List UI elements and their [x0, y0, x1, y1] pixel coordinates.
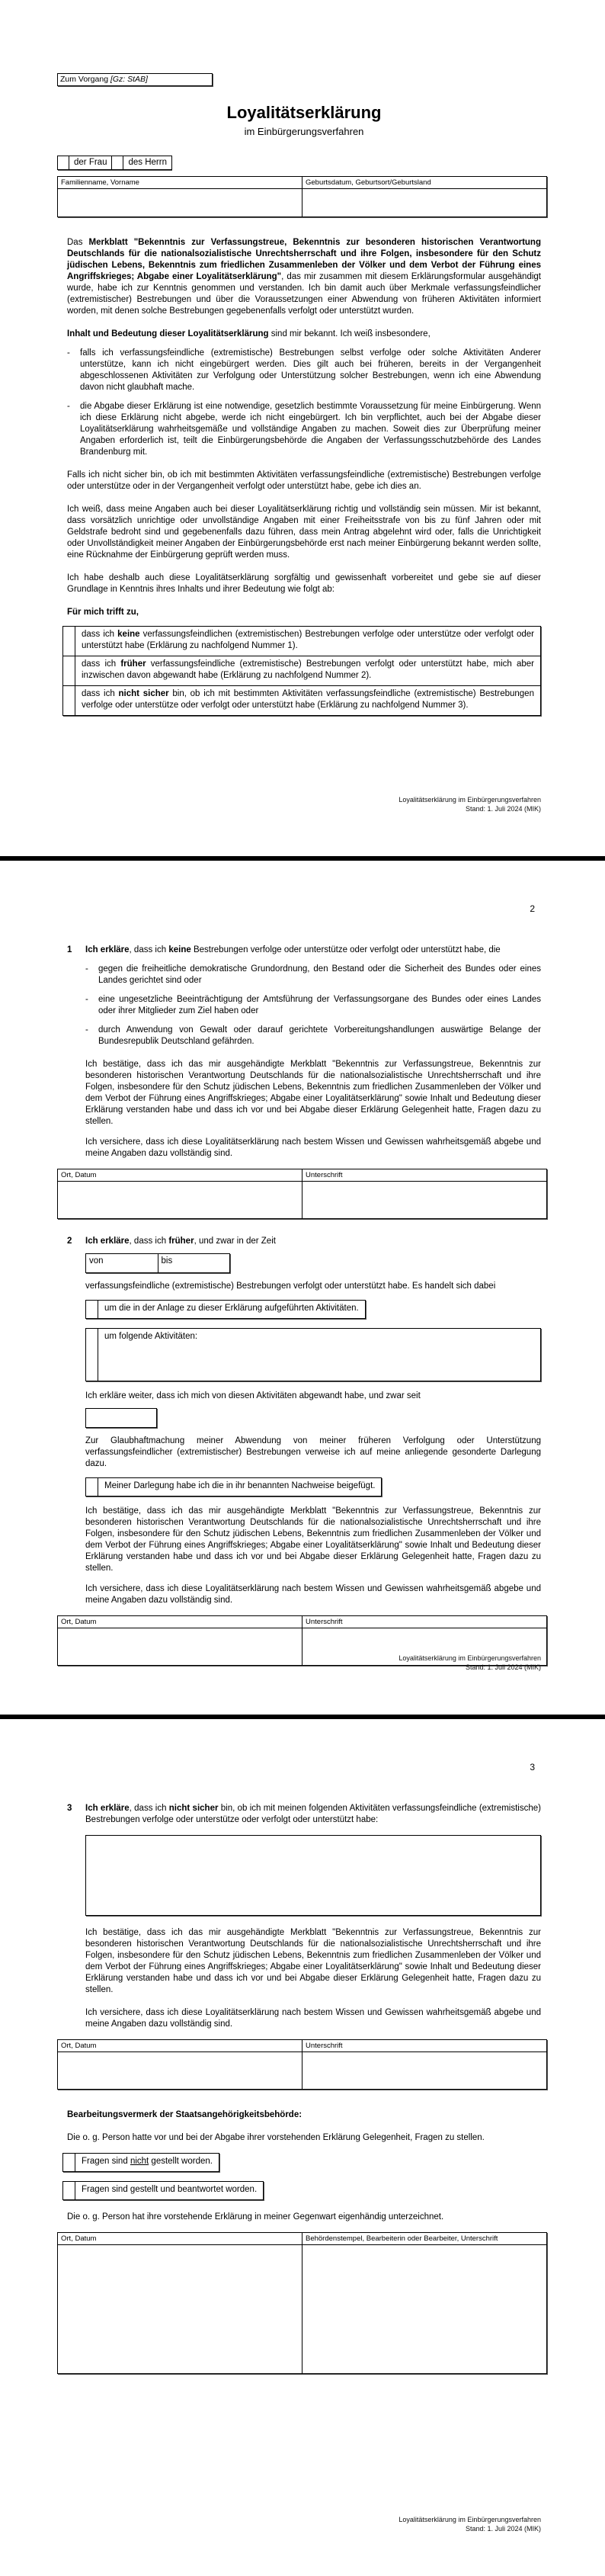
- not-sure-paragraph: Falls ich nicht sicher bin, ob ich mit bestimmten Aktivitäten verfassungsfeindliche (extremistische) Bestrebungen verfolge oder unterstütze oder in der Vergangenheit verfolgt oder unterstützt habe, gebe ich dies an.: [67, 470, 541, 491]
- checkbox-option-frueher[interactable]: [63, 656, 75, 685]
- questions-opportunity-note: Die o. g. Person hatte vor und bei der Abgabe ihrer vorstehenden Erklärung Gelegenheit, Fragen zu stellen.: [67, 2133, 485, 2142]
- period-to-input[interactable]: [158, 1254, 230, 1272]
- signature-input[interactable]: [302, 1182, 546, 1218]
- section-1-bullet-3-text: durch Anwendung von Gewalt oder darauf gerichtete Vorbereitungshandlungen auswärtige Belange der Bundesrepublik Deutschland gefährden.: [98, 1025, 541, 1046]
- section-2-lead-keyword: früher: [168, 1237, 194, 1246]
- place-date-input[interactable]: [58, 1182, 302, 1218]
- form-title: Loyalitätserklärung: [226, 103, 382, 122]
- signature-label: Unterschrift: [302, 1169, 546, 1182]
- section-1-bullet-3: [85, 1025, 541, 1047]
- bullet-dash: -: [67, 402, 70, 411]
- checkbox-following-activities[interactable]: [86, 1329, 98, 1381]
- turned-away-since-input[interactable]: [85, 1408, 157, 1428]
- section-1-lead: [85, 945, 541, 956]
- signed-in-presence-note: Die o. g. Person hat ihre vorstehende Erklärung in meiner Gegenwart eigenhändig unterzeichnet.: [67, 2212, 444, 2222]
- period-to-label: bis: [161, 1256, 173, 1266]
- no-questions-underlined: nicht: [130, 2157, 149, 2166]
- reference-box[interactable]: [57, 73, 213, 86]
- meaning-bold: Inhalt und Bedeutung dieser Loyalitätserklärung: [67, 329, 269, 338]
- option-frueher-post: verfassungsfeindliche (extremistische) Bestrebungen verfolgt oder unterstützt habe, mich aber inzwischen davon abgewandt habe (Erklärung zu nachfolgend Nummer 2).: [82, 659, 534, 680]
- prepared-paragraph: Ich habe deshalb auch diese Loyalitätserklärung sorgfältig und gewissenhaft vorbereitet und gebe sie auf dieser Grundlage in Kenntnis ihres Inhalts und ihrer Bedeutung wie folgt ab:: [67, 573, 541, 594]
- section-2-number: 2: [67, 1237, 72, 1246]
- meaning-bullet-1: [67, 348, 541, 393]
- person-birth-column: [302, 177, 546, 217]
- processing-note-heading: Bearbeitungsvermerk der Staatsangehörigkeitsbehörde:: [67, 2110, 302, 2119]
- page-number: 2: [530, 903, 535, 914]
- no-questions-pre: Fragen sind: [82, 2157, 130, 2166]
- meaning-post: sind mir bekannt. Ich weiß insbesondere,: [268, 329, 431, 338]
- label-der-frau: der Frau: [69, 156, 112, 170]
- truth-obligation-paragraph: Ich weiß, dass meine Angaben auch bei dieser Loyalitätserklärung richtig und vollständig sein müssen. Mir ist bekannt, dass vorsätzlich unrichtige oder unvollständige Angaben mit einer Freiheitsstrafe von bis zu fünf Jahren oder mit Geldstrafe bedroht sind und gegebenenfalls dazu führen, dass mein Antrag abgelehnt wird oder, falls die Unrichtigkeit oder Unvollständigkeit meiner Angaben der Einbürgerungsbehörde erst nach meiner Einbürgerung bekannt werden sollte, eine Rücknahme der Einbürgerung geprüft werden muss.: [67, 505, 541, 560]
- checkbox-annex-activities[interactable]: [86, 1301, 98, 1318]
- option-frueher-pre: dass ich: [82, 659, 121, 669]
- form-subtitle: im Einbürgerungsverfahren: [244, 126, 364, 137]
- place-date-label: Ort, Datum: [58, 2233, 302, 2245]
- person-table: [57, 176, 547, 217]
- signature-sign-column: [302, 2040, 546, 2089]
- stamp-clerk-signature-input[interactable]: [302, 2245, 546, 2373]
- option-frueher-label: [75, 656, 540, 685]
- name-field-input[interactable]: [58, 189, 302, 217]
- following-activities-label: um folgende Aktivitäten:: [104, 1332, 198, 1341]
- no-questions-post: gestellt worden.: [149, 2157, 213, 2166]
- section-1-bullet-2: [85, 994, 541, 1017]
- meaning-paragraph: [67, 329, 541, 340]
- evidence-option-row: [85, 1477, 382, 1497]
- section-3-number: 3: [67, 1804, 72, 1813]
- credibility-paragraph: Zur Glaubhaftmachung meiner Abwendung von meiner früheren Verfolgung oder Unterstützung verfassungsfeindlicher (extremistischer) Bestrebungen verweise ich auf meine anliegende gesonderte Darlegung dazu.: [85, 1436, 541, 1468]
- checkbox-der-frau[interactable]: [57, 156, 69, 170]
- no-questions-label: [75, 2154, 219, 2171]
- section-3-lead-mid: , dass ich: [129, 1804, 169, 1813]
- section-3-confirm-paragraph: Ich bestätige, dass ich das mir ausgehändigte Merkblatt "Bekenntnis zur Verfassungstreue, Bekenntnis zur besonderen historischen Verantwortung Deutschlands für die nationalsozialistische Unrechtsherrschaft und ihre Folgen, insbesondere für den Schutz jüdischen Lebens, Bekenntnis zum friedlichen Zusammenleben der Völker und dem Verbot der Führung eines Angriffskrieges; Abgabe einer Loyalitätserklärung" sowie Inhalt und Bedeutung dieser Erklärung verstanden habe und dass ich vor und bei Abgabe dieser Erklärung Gelegenheit hatte, Fragen dazu zu stellen.: [85, 1928, 541, 1994]
- section-1-lead-keyword: keine: [168, 945, 191, 954]
- page-footer: [399, 2516, 541, 2533]
- signature-sign-column: [302, 1169, 546, 1218]
- name-field-label: Familienname, Vorname: [58, 177, 302, 189]
- birth-field-input[interactable]: [302, 189, 546, 217]
- birth-field-label: Geburtsdatum, Geburtsort/Geburtsland: [302, 177, 546, 189]
- section-1-confirm-paragraph: Ich bestätige, dass ich das mir ausgehändigte Merkblatt "Bekenntnis zur Verfassungstreue, Bekenntnis zur besonderen historischen Verantwortung Deutschlands für die nationalsozialistische Unrechtsherrschaft und ihre Folgen, insbesondere für den Schutz jüdischen Lebens, Bekenntnis zum friedlichen Zusammenleben der Völker und dem Verbot der Führung eines Angriffskrieges; Abgabe einer Loyalitätserklärung" sowie Inhalt und Bedeutung dieser Erklärung verstanden habe und dass ich vor und bei Abgabe dieser Erklärung Gelegenheit hatte, Fragen dazu zu stellen.: [85, 1060, 541, 1126]
- bullet-dash: -: [67, 348, 70, 358]
- form-page-2: [0, 861, 605, 1715]
- reference-label: Zum Vorgang: [60, 75, 110, 84]
- option-keine-keyword: keine: [117, 630, 140, 639]
- meaning-bullet-2: [67, 401, 541, 458]
- section-1-lead-bold: Ich erkläre: [85, 945, 130, 954]
- person-name-column: [58, 177, 302, 217]
- option-nicht-sicher-label: [75, 686, 540, 715]
- annex-option-label: um die in der Anlage zu dieser Erklärung aufgeführten Aktivitäten.: [104, 1304, 359, 1313]
- section-3-lead-tail: bin, ob ich mit meinen folgenden Aktivitäten verfassungsfeindliche (extremistische) Bestrebungen verfolge oder unterstütze oder verfolgt oder unterstützt habe:: [85, 1804, 541, 1824]
- period-from-input[interactable]: [86, 1254, 158, 1272]
- intro-paragraph: [67, 237, 541, 317]
- checkbox-des-herrn[interactable]: [111, 156, 123, 170]
- section-1-assure-paragraph: Ich versichere, dass ich diese Loyalitätserklärung nach bestem Wissen und Gewissen wahrheitsgemäß abgebe und meine Angaben dazu vollständig sind.: [85, 1137, 541, 1158]
- applies-heading: Für mich trifft zu,: [67, 608, 139, 617]
- section-1-lead-tail: Bestrebungen verfolge oder unterstütze oder verfolgt oder unterstützt habe, die: [190, 945, 501, 954]
- section-1-bullet-1: [85, 964, 541, 986]
- section-2-assure-paragraph: Ich versichere, dass ich diese Loyalitätserklärung nach bestem Wissen und Gewissen wahrheitsgemäß abgebe und meine Angaben dazu vollständig sind.: [85, 1584, 541, 1605]
- option-nicht-sicher-pre: dass ich: [82, 689, 119, 698]
- signature-table-section-3: [57, 2039, 547, 2090]
- section-2: [67, 1236, 541, 1606]
- section-1-number: 1: [67, 945, 72, 954]
- option-row-nicht-sicher: [63, 685, 540, 715]
- footer-document-name: Loyalitätserklärung im Einbürgerungsverfahren: [399, 2516, 541, 2523]
- page-footer: [399, 1654, 541, 1672]
- evidence-option-label: Meiner Darlegung habe ich die in ihr benannten Nachweise beigefügt.: [104, 1481, 376, 1490]
- section-3-lead: [85, 1803, 541, 1826]
- section-2-confirm-paragraph: Ich bestätige, dass ich das mir ausgehändigte Merkblatt "Bekenntnis zur Verfassungstreue, Bekenntnis zur besonderen historischen Verantwortung Deutschlands für die nationalsozialistische Unrechtsherrschaft und ihre Folgen, insbesondere für den Schutz jüdischen Lebens, Bekenntnis zum friedlichen Zusammenleben der Völker und dem Verbot der Führung eines Angriffskrieges; Abgabe einer Loyalitätserklärung" sowie Inhalt und Bedeutung dieser Erklärung verstanden habe und dass ich vor und bei Abgabe dieser Erklärung Gelegenheit hatte, Fragen dazu zu stellen.: [85, 1506, 541, 1573]
- period-from-label: von: [89, 1256, 104, 1266]
- checkbox-questions-answered[interactable]: [63, 2182, 75, 2199]
- place-date-label: Ort, Datum: [58, 1616, 302, 1628]
- following-activities-area: [98, 1329, 540, 1381]
- place-date-input[interactable]: [58, 2245, 302, 2373]
- salutation-row: [57, 156, 171, 170]
- signature-place-column: [58, 1169, 302, 1218]
- following-activities-textarea[interactable]: [104, 1343, 534, 1373]
- intro-pre: Das: [67, 238, 89, 247]
- section-1: [67, 945, 541, 1160]
- section-1-bullet-2-text: eine ungesetzliche Beeinträchtigung der Amtsführung der Verfassungsorgane des Bundes oder eines Landes oder ihrer Mitglieder zum Ziel haben oder: [98, 995, 541, 1015]
- footer-version: Stand: 1. Juli 2024 (MIK): [465, 2524, 541, 2533]
- place-date-input[interactable]: [58, 2052, 302, 2089]
- signature-table-section-1: [57, 1169, 547, 1219]
- period-table: [85, 1253, 230, 1273]
- section-2-lead-bold: Ich erkläre: [85, 1237, 130, 1246]
- bullet-dash: -: [85, 964, 88, 974]
- section-3: [67, 1803, 541, 2030]
- form-page-1: [0, 0, 605, 856]
- questions-answered-label: Fragen sind gestellt und beantwortet worden.: [82, 2185, 258, 2194]
- section-3-lead-bold: Ich erkläre: [85, 1804, 130, 1813]
- section-1-lead-mid: , dass ich: [129, 945, 169, 954]
- uncertain-activities-textarea[interactable]: [85, 1835, 541, 1916]
- section-1-bullet-1-text: gegen die freiheitliche demokratische Grundordnung, den Bestand oder die Sicherheit des Bundes oder eines Landes gerichtet sind oder: [98, 964, 541, 985]
- meaning-bullet-1-text: falls ich verfassungsfeindliche (extremistische) Bestrebungen selbst verfolge oder solche Aktivitäten Anderer unterstütze, kann ich nicht eingebürgert werden. Dies gilt auch bei früheren, bereits in der Vergangenheit abgeschlossenen Aktivitäten zur Verfolgung oder Unterstützung solcher Bestrebungen, wenn ich eine Abwendung davon nicht glaubhaft mache.: [80, 348, 541, 392]
- form-page-3: [0, 1719, 605, 2576]
- annex-option-row: [85, 1300, 366, 1319]
- section-2-lead-tail: , und zwar in der Zeit: [194, 1237, 276, 1246]
- section-2-lead-mid: , dass ich: [129, 1237, 169, 1246]
- option-row-frueher: [63, 656, 540, 685]
- place-date-label: Ort, Datum: [58, 2040, 302, 2052]
- questions-answered-option-row: [62, 2181, 264, 2200]
- option-nicht-sicher-keyword: nicht sicher: [118, 689, 169, 698]
- reference-file-code: [Gz: StAB]: [110, 75, 148, 84]
- section-3-assure-paragraph: Ich versichere, dass ich diese Loyalitätserklärung nach bestem Wissen und Gewissen wahrheitsgemäß abgebe und meine Angaben dazu vollständig sind.: [85, 2008, 541, 2029]
- meaning-bullet-2-text: die Abgabe dieser Erklärung ist eine notwendige, gesetzlich bestimmte Voraussetzung für meine Einbürgerung. Wenn ich diese Erklärung nicht abgebe, werde ich nicht eingebürgert. Ich bin verpflichtet, auch bei der Abgabe dieser Loyalitätserklärung wahrheitsgemäße und vollständige Angaben zu machen. Soweit dies zur Überprüfung meiner Angaben erforderlich ist, teilt die Einbürgerungsbehörde die Angaben der Verfassungsschutzbehörde des Landes Brandenburg mit.: [80, 402, 541, 457]
- section-2-continue-text: verfassungsfeindliche (extremistische) Bestrebungen verfolgt oder unterstützt habe. Es handelt sich dabei: [85, 1282, 496, 1291]
- checkbox-option-keine[interactable]: [63, 627, 75, 656]
- authority-stamp-column: [302, 2233, 546, 2373]
- turned-away-text: Ich erkläre weiter, dass ich mich von diesen Aktivitäten abgewandt habe, und zwar seit: [85, 1391, 421, 1400]
- applies-options-table: [62, 626, 541, 716]
- authority-place-column: [58, 2233, 302, 2373]
- section-2-lead: [85, 1236, 541, 1247]
- stamp-clerk-signature-label: Behördenstempel, Bearbeiterin oder Bearbeiter, Unterschrift: [302, 2233, 546, 2245]
- place-date-label: Ort, Datum: [58, 1169, 302, 1182]
- option-keine-pre: dass ich: [82, 630, 118, 639]
- place-date-input[interactable]: [58, 1628, 302, 1665]
- bullet-dash: -: [85, 1025, 88, 1035]
- option-nicht-sicher-post: bin, ob ich mit bestimmten Aktivitäten verfassungsfeindliche (extremistische) Bestrebungen verfolge oder unterstütze oder verfolgt oder unterstützt habe (Erklärung zu nachfolgend Nummer 3).: [82, 689, 534, 710]
- label-des-herrn: des Herrn: [123, 156, 172, 170]
- intro-merkblatt-title: Merkblatt "Bekenntnis zur Verfassungstreue, Bekenntnis zur besonderen historischen Verantwortung Deutschlands für die nationalsozialistische Unrechtsherrschaft und ihre Folgen, insbesondere für den Schutz jüdischen Lebens, Bekenntnis zum friedlichen Zusammenleben der Völker und dem Verbot der Führung eines Angriffskrieges; Abgabe einer Loyalitätserklärung": [67, 238, 541, 281]
- page-number: 3: [530, 1762, 535, 1772]
- following-activities-row: [85, 1328, 541, 1381]
- page-footer: [399, 796, 541, 813]
- section-3-lead-keyword: nicht sicher: [168, 1804, 219, 1813]
- footer-document-name: Loyalitätserklärung im Einbürgerungsverfahren: [399, 1654, 541, 1662]
- signature-label: Unterschrift: [302, 2040, 546, 2052]
- footer-version: Stand: 1. Juli 2024 (MIK): [465, 804, 541, 813]
- checkbox-evidence-attached[interactable]: [86, 1478, 98, 1496]
- option-row-keine: [63, 627, 540, 656]
- signature-label: Unterschrift: [302, 1616, 546, 1628]
- signature-place-column: [58, 1616, 302, 1665]
- option-keine-post: verfassungsfeindlichen (extremistischen) Bestrebungen verfolge oder unterstütze oder verfolgt oder unterstützt habe (Erklärung zu nachfolgend Nummer 1).: [82, 630, 534, 650]
- checkbox-option-nicht-sicher[interactable]: [63, 686, 75, 715]
- footer-document-name: Loyalitätserklärung im Einbürgerungsverfahren: [399, 796, 541, 804]
- footer-version: Stand: 1. Juli 2024 (MIK): [465, 1663, 541, 1671]
- signature-input[interactable]: [302, 2052, 546, 2089]
- intro-post: , das mir zusammen mit diesem Erklärungsformular ausgehändigt wurde, habe ich zur Kenntnis genommen und verstanden. Ich bin damit auch über Merkmale verfassungsfeindlicher (extremistischer) Bestrebungen und über die Voraussetzungen einer Abwendung von früheren Aktivitäten informiert worden, mit denen solche Bestrebungen gegebenenfalls verfolgt oder unterstützt wurden.: [67, 272, 541, 316]
- authority-signature-table: [57, 2232, 547, 2374]
- signature-place-column: [58, 2040, 302, 2089]
- bullet-dash: -: [85, 995, 88, 1004]
- option-frueher-keyword: früher: [120, 659, 146, 669]
- checkbox-no-questions[interactable]: [63, 2154, 75, 2171]
- option-keine-label: [75, 627, 540, 656]
- no-questions-option-row: [62, 2153, 219, 2172]
